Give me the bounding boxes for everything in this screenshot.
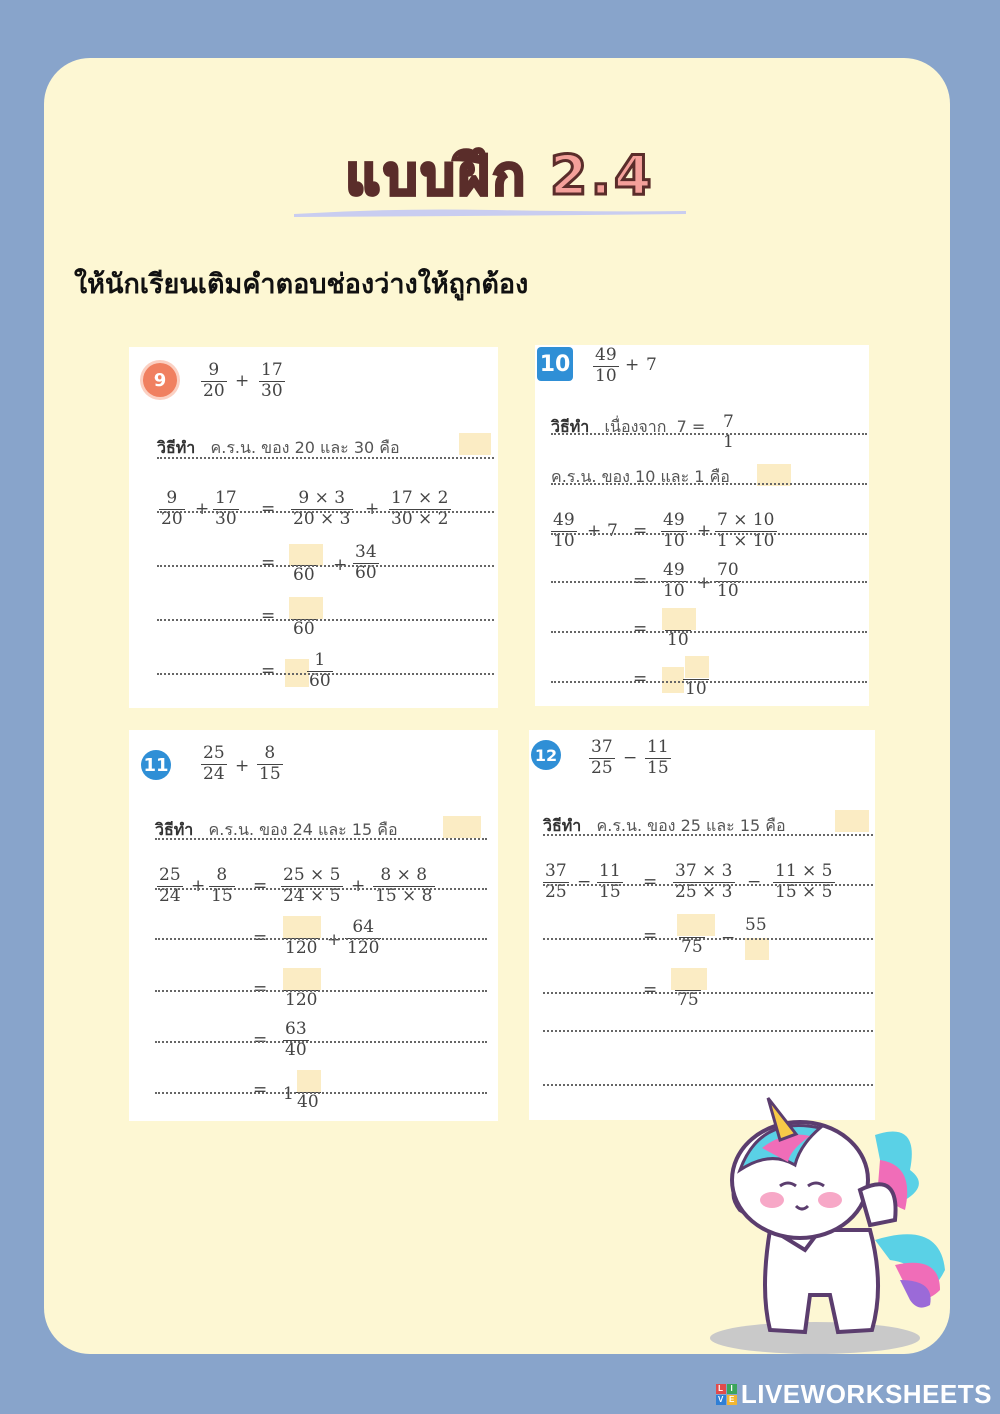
fraction: $\frac{11}{15}$	[647, 737, 669, 778]
dotted-line	[155, 838, 487, 840]
dotted-line	[551, 483, 867, 485]
answer-blank[interactable]	[671, 968, 707, 990]
fraction: $\frac{1}{60}$	[309, 650, 331, 691]
answer-blank[interactable]	[297, 1070, 321, 1092]
plus-sign: +	[327, 930, 342, 950]
plus-sign: +	[365, 499, 380, 519]
dotted-line	[551, 533, 867, 535]
fraction: $\frac{64}{120}$	[347, 917, 380, 958]
dotted-line	[543, 884, 873, 886]
dotted-line	[551, 681, 867, 683]
plus-sign: +	[235, 756, 250, 776]
fraction: $\frac{9 \times 3}{20 \times 3}$	[293, 488, 351, 529]
dotted-line	[551, 631, 867, 633]
fraction: $\frac{70}{10}$	[717, 560, 739, 601]
fraction-denominator: 60	[293, 619, 315, 639]
fraction-denominator: 10	[667, 630, 689, 650]
equals-sign: =	[633, 521, 648, 541]
plus-sign: +	[235, 371, 250, 391]
plus-sign: +	[587, 521, 602, 541]
plus-sign: +	[351, 876, 366, 896]
fraction: $\frac{25}{24}$	[159, 865, 181, 906]
answer-blank[interactable]	[677, 914, 715, 936]
plus-sign: +	[625, 355, 640, 375]
answer-blank-whole[interactable]	[662, 667, 684, 693]
equals-sign: =	[261, 606, 276, 626]
dotted-line	[155, 1041, 487, 1043]
brand-logo	[716, 1379, 992, 1410]
fraction: $\frac{8}{15}$	[211, 865, 233, 906]
equals-sign: =	[261, 499, 276, 519]
fraction: $\frac{11 \times 5}{15 \times 5}$	[775, 861, 833, 902]
whole-number: 7	[646, 355, 657, 375]
fraction: $\frac{34}{60}$	[355, 542, 377, 583]
equals-sign: =	[253, 1030, 268, 1050]
dotted-line	[157, 511, 494, 513]
whole-number: 1	[283, 1084, 294, 1104]
fraction-denominator: 75	[677, 990, 699, 1010]
equals-sign: =	[643, 926, 658, 946]
fraction: $\frac{8 \times 8}{15 \times 8}$	[375, 865, 433, 906]
brand-logo-icon: L I V E	[716, 1384, 737, 1405]
answer-blank[interactable]	[289, 544, 323, 566]
fraction: $\frac{49}{10}$	[553, 510, 575, 551]
problem-number-badge: 12	[531, 740, 561, 770]
since-line: วิธีทำ เนื่องจาก 7 =	[551, 417, 706, 436]
answer-blank-lcm[interactable]	[459, 433, 491, 455]
instruction-text: ให้นักเรียนเติมคำตอบช่องว่างให้ถูกต้อง	[74, 269, 529, 300]
fraction: $\frac{8}{15}$	[259, 743, 281, 784]
minus-sign: −	[721, 928, 736, 948]
fraction: $\frac{17 \times 2}{30 \times 2}$	[391, 488, 449, 529]
equals-sign: =	[633, 619, 648, 639]
plus-sign: +	[195, 499, 210, 519]
dotted-line	[551, 433, 867, 435]
plus-sign: +	[697, 573, 712, 593]
lcm-line: ค.ร.น. ของ 10 และ 1 คือ	[551, 467, 730, 486]
lcm-line: วิธีทำ ค.ร.น. ของ 25 และ 15 คือ	[543, 816, 786, 835]
plus-sign: +	[333, 555, 348, 575]
plus-sign: +	[191, 876, 206, 896]
fraction: $\frac{7 \times 10}{1 \times 10}$	[717, 510, 775, 551]
dotted-line	[543, 992, 873, 994]
equals-sign: =	[253, 876, 268, 896]
dotted-line	[157, 673, 494, 675]
equals-sign: =	[253, 979, 268, 999]
fraction: $\frac{25 \times 5}{24 \times 5}$	[283, 865, 341, 906]
dotted-line	[155, 938, 487, 940]
equals-sign: =	[253, 928, 268, 948]
fraction-denominator: 120	[285, 990, 318, 1010]
problem-number-badge: 11	[141, 750, 171, 780]
dotted-line	[157, 619, 494, 621]
dotted-line	[155, 1092, 487, 1094]
fraction: $\frac{17}{30}$	[215, 488, 237, 529]
fraction: $\frac{9}{20}$	[203, 360, 225, 401]
answer-blank-lcm[interactable]	[835, 810, 869, 832]
fraction-denominator: 10	[685, 679, 707, 699]
fraction: $\frac{49}{10}$	[595, 345, 617, 386]
problem-9-card	[129, 347, 498, 708]
minus-sign: −	[623, 748, 638, 768]
problem-11-card	[129, 730, 498, 1121]
fraction: $\frac{11}{15}$	[599, 861, 621, 902]
equals-sign: =	[643, 980, 658, 1000]
dotted-line	[543, 1084, 873, 1086]
answer-blank[interactable]	[283, 968, 321, 990]
page-title: แบบฝึก 2.4	[345, 144, 655, 207]
title-underline	[292, 206, 688, 218]
answer-blank[interactable]	[289, 597, 323, 619]
minus-sign: −	[577, 872, 592, 892]
lcm-line: วิธีทำ ค.ร.น. ของ 20 และ 30 คือ	[157, 438, 400, 457]
problem-number-badge: 9	[143, 363, 177, 397]
answer-blank-lcm[interactable]	[443, 816, 481, 838]
fraction: $\frac{9}{20}$	[161, 488, 183, 529]
fraction: 55	[745, 915, 767, 935]
fraction-denominator: 60	[293, 565, 315, 585]
whole-number: 7	[607, 521, 618, 541]
dotted-line	[543, 834, 873, 836]
fraction: $\frac{49}{10}$	[663, 510, 685, 551]
dotted-line	[543, 1030, 873, 1032]
unicorn-illustration	[700, 1090, 960, 1362]
fraction: $\frac{17}{30}$	[261, 360, 283, 401]
brand-name: LIVEWORKSHEETS	[740, 1379, 992, 1409]
fraction: $\frac{37 \times 3}{25 \times 3}$	[675, 861, 733, 902]
problem-number-badge: 10	[537, 347, 573, 381]
fraction-denominator: 120	[285, 938, 318, 958]
fraction-denominator: 75	[681, 937, 703, 957]
answer-blank[interactable]	[745, 938, 769, 960]
problem-10-card	[535, 345, 869, 706]
plus-sign: +	[697, 521, 712, 541]
answer-blank[interactable]	[662, 608, 696, 630]
dotted-line	[543, 938, 873, 940]
fraction: 7 1	[723, 412, 734, 452]
equals-sign: =	[261, 661, 276, 681]
lcm-line: วิธีทำ ค.ร.น. ของ 24 และ 15 คือ	[155, 820, 398, 839]
dotted-line	[155, 990, 487, 992]
fraction: $\frac{63}{40}$	[285, 1019, 307, 1060]
fraction: $\frac{37}{25}$	[591, 737, 613, 778]
dotted-line	[551, 581, 867, 583]
minus-sign: −	[747, 872, 762, 892]
fraction: $\frac{37}{25}$	[545, 861, 567, 902]
fraction: $\frac{49}{10}$	[663, 560, 685, 601]
answer-blank[interactable]	[685, 656, 709, 678]
dotted-line	[157, 565, 494, 567]
equals-sign: =	[253, 1080, 268, 1100]
equals-sign: =	[261, 553, 276, 573]
equals-sign: =	[633, 571, 648, 591]
equals-sign: =	[633, 669, 648, 689]
dotted-line	[157, 457, 494, 459]
answer-blank[interactable]	[283, 916, 321, 938]
problem-12-card	[529, 730, 875, 1120]
equals-sign: =	[643, 872, 658, 892]
fraction: $\frac{25}{24}$	[203, 743, 225, 784]
fraction-denominator: 40	[297, 1092, 319, 1112]
dotted-line	[155, 888, 487, 890]
